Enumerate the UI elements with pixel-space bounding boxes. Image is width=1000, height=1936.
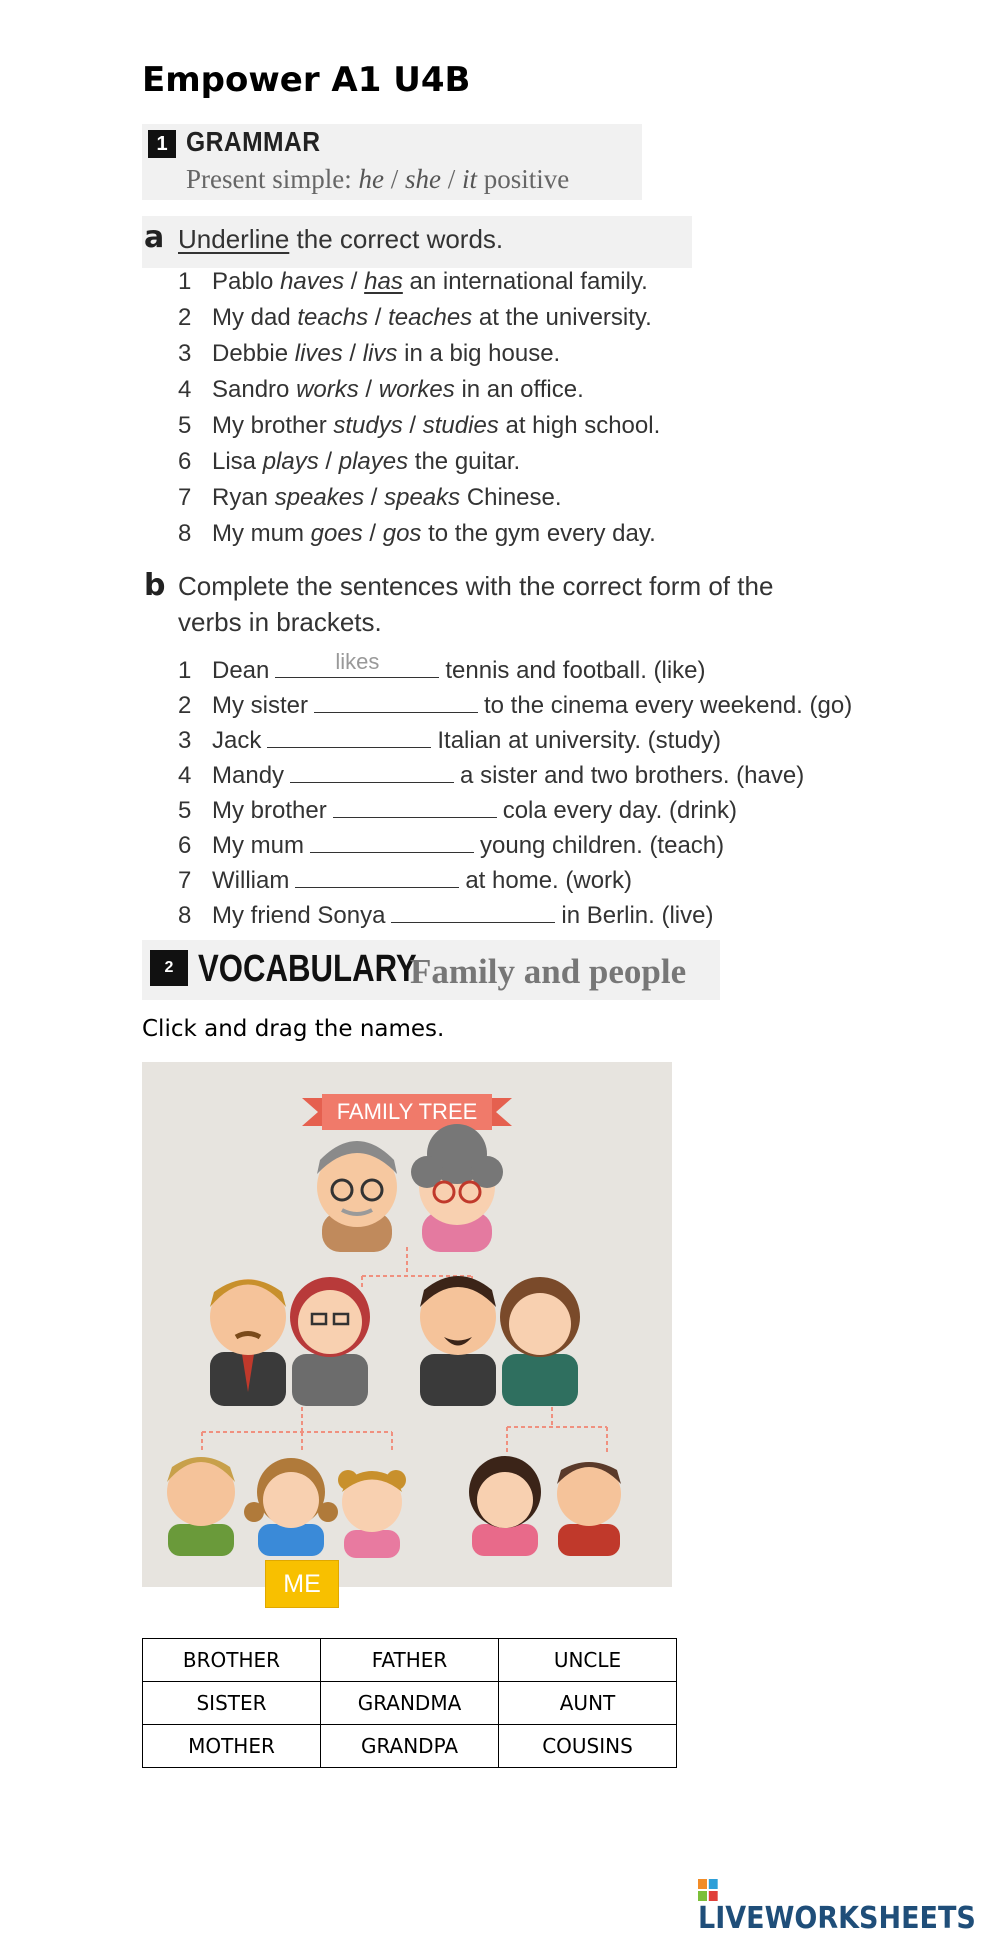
item-text-post: in an office. <box>454 376 584 403</box>
uncle-icon <box>210 1279 286 1406</box>
option-separator: / <box>358 376 379 403</box>
word-option[interactable]: playes <box>338 448 409 475</box>
item-number: 5 <box>178 412 192 439</box>
subtitle-she: she <box>404 164 441 194</box>
draggable-name[interactable]: UNCLE <box>499 1639 677 1682</box>
option-separator: / <box>368 304 389 331</box>
subtitle-he: he <box>358 164 384 194</box>
option-separator: / <box>364 484 385 511</box>
item-number: 6 <box>178 832 192 859</box>
logo-text: LIVEWORKSHEETS <box>698 1901 976 1936</box>
item-number: 8 <box>178 520 192 547</box>
part-b-item <box>178 865 632 895</box>
draggable-name[interactable]: BROTHER <box>143 1639 321 1682</box>
item-text-pre: Mandy <box>212 762 285 789</box>
item-number: 7 <box>178 484 192 511</box>
answer-blank[interactable] <box>314 690 478 713</box>
cousin-boy-icon <box>557 1462 621 1556</box>
item-number: 3 <box>178 727 192 754</box>
item-number: 2 <box>178 692 192 719</box>
part-b-item <box>178 830 724 860</box>
item-text-post: a sister and two brothers. (have) <box>460 762 805 789</box>
word-bank-row <box>143 1725 677 1768</box>
draggable-name[interactable]: MOTHER <box>143 1725 321 1768</box>
item-text-pre: Lisa <box>212 448 263 475</box>
banner-label: FAMILY TREE <box>336 1099 478 1124</box>
item-number: 6 <box>178 448 192 475</box>
answer-blank[interactable] <box>267 725 431 748</box>
subtitle-sep: / <box>383 164 405 194</box>
brother-icon <box>167 1457 235 1556</box>
word-option[interactable]: livs <box>362 340 398 367</box>
part-a-item <box>178 340 560 368</box>
item-number: 4 <box>178 762 192 789</box>
word-option[interactable]: plays <box>262 448 319 475</box>
part-letter: b <box>144 568 166 603</box>
subtitle-it: it <box>462 164 478 194</box>
section-subtitle: Family and people <box>410 952 687 991</box>
grandpa-icon <box>317 1141 397 1252</box>
part-a-item <box>178 448 520 476</box>
draggable-name[interactable]: SISTER <box>143 1682 321 1725</box>
item-text-pre: William <box>212 867 290 894</box>
item-text-pre: My mum <box>212 520 311 547</box>
answer-text: likes <box>335 649 380 674</box>
part-b-item <box>178 690 852 720</box>
part-a-instruction <box>178 224 503 255</box>
item-number: 1 <box>178 268 192 295</box>
draggable-name[interactable]: FATHER <box>321 1639 499 1682</box>
item-text-post: cola every day. (drink) <box>502 797 738 824</box>
item-text-pre: My mum <box>212 832 304 859</box>
part-b-item <box>178 900 713 930</box>
option-separator: / <box>344 268 365 295</box>
option-separator: / <box>318 448 339 475</box>
instruction-rest: the correct words. <box>289 224 504 254</box>
item-text-post: Italian at university. (study) <box>437 727 722 754</box>
answer-blank[interactable] <box>333 795 497 818</box>
draggable-name[interactable]: GRANDPA <box>321 1725 499 1768</box>
word-bank-row <box>143 1682 677 1725</box>
item-text-pre: Ryan <box>212 484 275 511</box>
item-text-pre: My friend Sonya <box>212 902 386 929</box>
item-text-pre: Debbie <box>212 340 295 367</box>
option-separator: / <box>362 520 383 547</box>
item-number: 3 <box>178 340 192 367</box>
item-text-pre: My brother <box>212 797 327 824</box>
part-a-item <box>178 304 652 332</box>
word-option[interactable]: speaks <box>384 484 461 511</box>
word-option[interactable]: studys <box>333 412 403 439</box>
part-b-item <box>178 795 737 825</box>
item-text-post: to the cinema every weekend. (go) <box>484 692 853 719</box>
mother-icon <box>500 1277 580 1406</box>
item-number: 7 <box>178 867 192 894</box>
part-b-instruction-line2: verbs in brackets. <box>178 607 382 637</box>
part-a-item <box>178 376 584 404</box>
part-b-item <box>178 760 804 790</box>
item-number: 1 <box>178 657 192 684</box>
family-tree-image <box>142 1062 672 1587</box>
word-option[interactable]: lives <box>294 340 343 367</box>
item-text-post: an international family. <box>402 268 648 295</box>
draggable-name[interactable]: AUNT <box>499 1682 677 1725</box>
part-a-item <box>178 484 562 512</box>
item-text-pre: My sister <box>212 692 308 719</box>
subtitle-sep: / <box>440 164 462 194</box>
item-text-post: at the university. <box>472 304 652 331</box>
section-number: 1 <box>148 130 176 158</box>
item-number: 8 <box>178 902 192 929</box>
word-option[interactable]: studies <box>422 412 499 439</box>
item-text-post: at home. (work) <box>465 867 633 894</box>
part-a-item <box>178 268 648 296</box>
answer-blank[interactable] <box>391 900 555 923</box>
word-option[interactable]: teachs <box>297 304 369 331</box>
item-text-post: tennis and football. (like) <box>445 657 706 684</box>
item-text-pre: Pablo <box>212 268 281 295</box>
page-title: Empower A1 U4B <box>142 60 471 100</box>
answer-blank[interactable] <box>310 830 474 853</box>
aunt-icon <box>290 1277 370 1406</box>
item-text-pre: Jack <box>212 727 262 754</box>
answer-blank[interactable] <box>295 865 459 888</box>
item-number: 4 <box>178 376 192 403</box>
draggable-name[interactable]: COUSINS <box>499 1725 677 1768</box>
item-text-post: Chinese. <box>460 484 562 511</box>
drag-instruction: Click and drag the names. <box>142 1016 445 1042</box>
word-option[interactable]: gos <box>382 520 422 547</box>
section-number: 2 <box>150 950 188 986</box>
item-text-post: in a big house. <box>397 340 561 367</box>
item-text-post: in Berlin. (live) <box>561 902 714 929</box>
family-tree-illustration <box>142 1062 672 1587</box>
sister-icon <box>338 1470 406 1558</box>
part-b-item <box>178 649 706 685</box>
instruction-underlined: Underline <box>178 224 290 254</box>
word-option[interactable]: has <box>364 268 403 295</box>
part-b-item <box>178 725 721 755</box>
grandma-icon <box>411 1124 503 1252</box>
word-option[interactable]: goes <box>310 520 363 547</box>
cousin-girl-icon <box>469 1456 541 1556</box>
subtitle-suffix: positive <box>477 164 570 194</box>
me-girl-icon <box>244 1458 338 1556</box>
draggable-name[interactable]: GRANDMA <box>321 1682 499 1725</box>
logo-icon <box>698 1874 718 1896</box>
word-option[interactable]: workes <box>378 376 455 403</box>
liveworksheets-logo <box>698 1866 976 1936</box>
option-separator: / <box>342 340 363 367</box>
item-text-pre: My brother <box>212 412 334 439</box>
word-option[interactable]: teaches <box>388 304 473 331</box>
section-subtitle <box>186 164 569 195</box>
item-text-pre: My dad <box>212 304 298 331</box>
item-text-post: to the gym every day. <box>421 520 656 547</box>
item-text-post: at high school. <box>498 412 661 439</box>
father-icon <box>420 1276 496 1406</box>
part-a-header <box>142 216 692 268</box>
part-a-item <box>178 412 660 440</box>
word-option[interactable]: haves <box>280 268 345 295</box>
vocabulary-section-header <box>142 940 720 1000</box>
word-option[interactable]: works <box>296 376 359 403</box>
item-number: 2 <box>178 304 192 331</box>
item-number: 5 <box>178 797 192 824</box>
answer-blank[interactable] <box>290 760 454 783</box>
word-bank-table <box>142 1638 677 1768</box>
subtitle-prefix: Present simple: <box>186 164 359 194</box>
me-label: ME <box>265 1560 339 1608</box>
word-option[interactable]: speakes <box>274 484 365 511</box>
option-separator: / <box>402 412 423 439</box>
part-letter: a <box>144 220 165 255</box>
section-title: GRAMMAR <box>186 126 321 157</box>
answer-blank[interactable] <box>275 649 439 678</box>
word-bank-row <box>143 1639 677 1682</box>
part-a-item <box>178 520 656 548</box>
grammar-section-header <box>142 124 642 200</box>
item-text-pre: Dean <box>212 657 270 684</box>
item-text-post: young children. (teach) <box>480 832 725 859</box>
item-text-post: the guitar. <box>408 448 521 475</box>
section-title: VOCABULARY <box>198 948 417 990</box>
part-b-instruction-line1: Complete the sentences with the correct form of the <box>178 571 774 601</box>
item-text-pre: Sandro <box>212 376 297 403</box>
